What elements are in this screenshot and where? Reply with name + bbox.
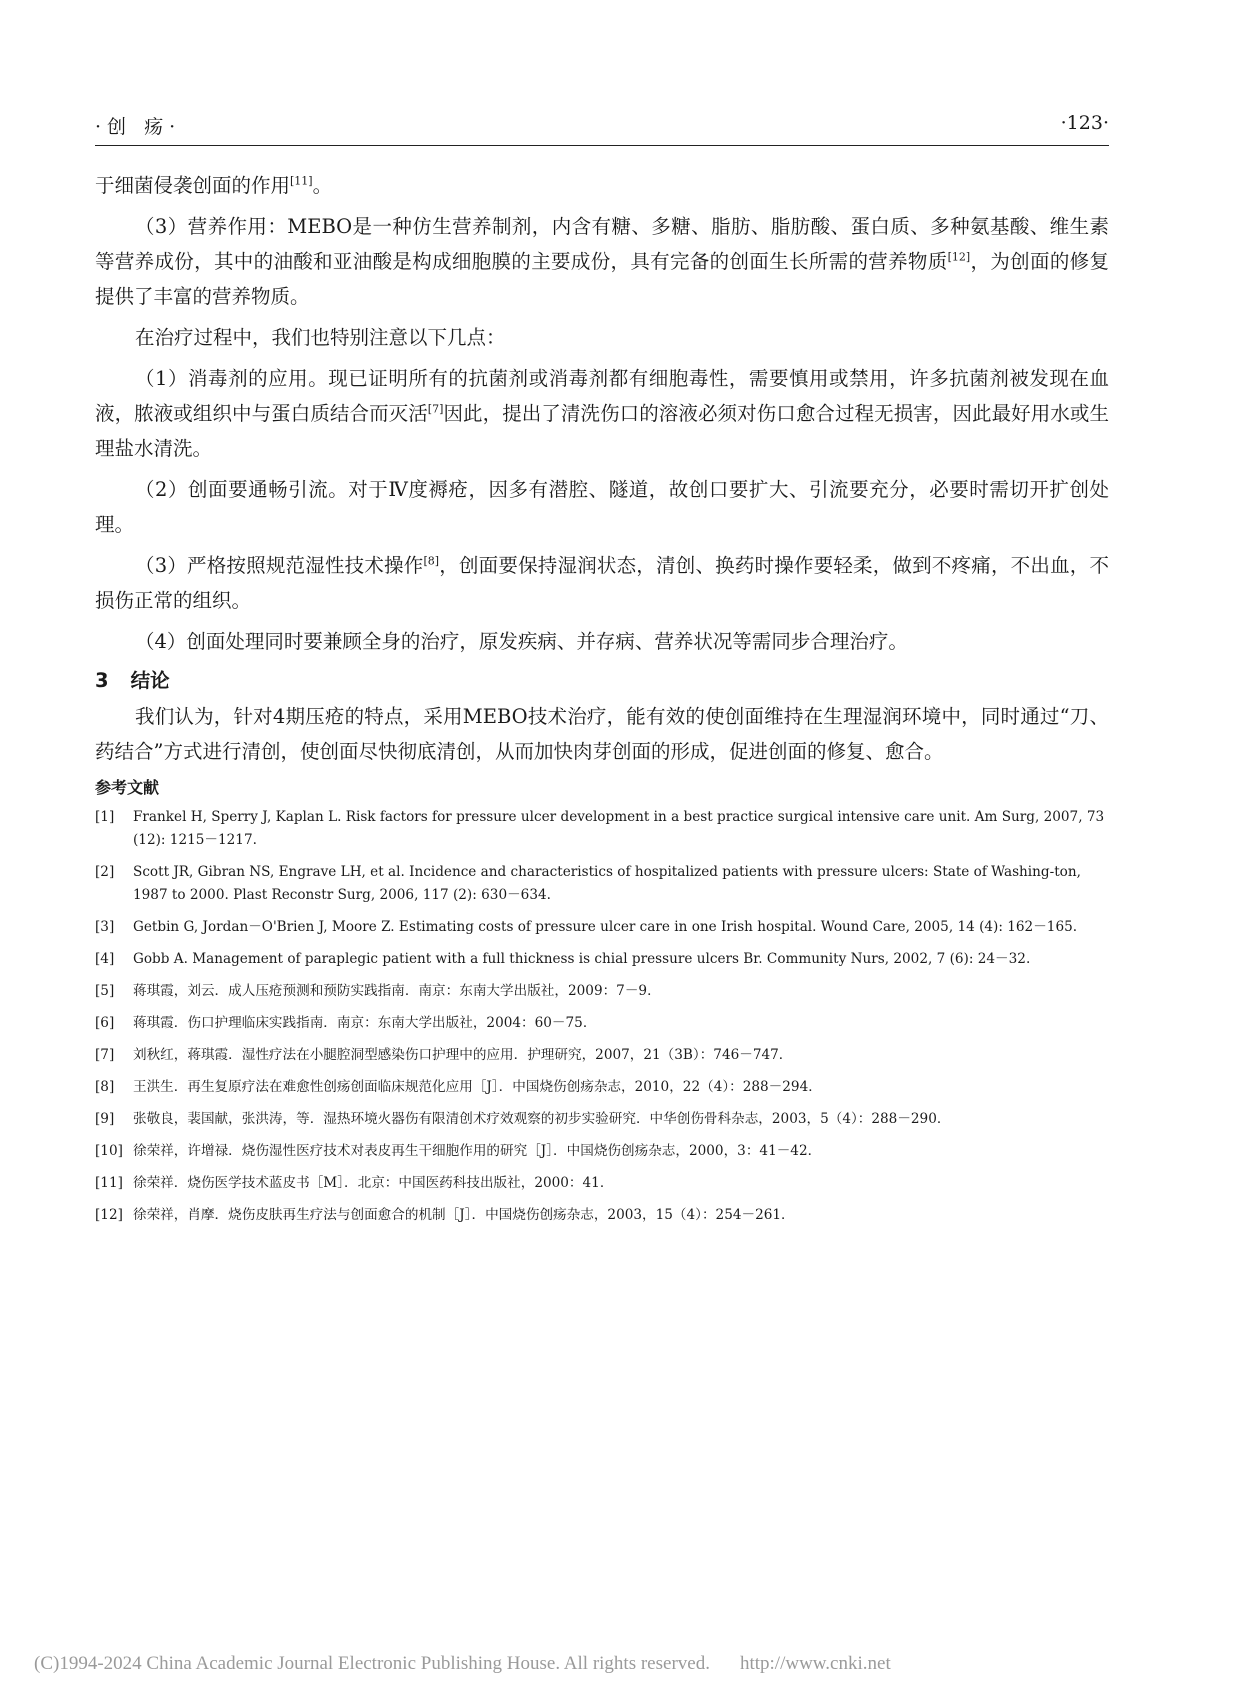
reference-item: [1] Frankel H, Sperry J, Kaplan L. Risk factors for pressure ulcer development in a best practice surgical intensive care unit. Am Surg, 2007, 73 (12): 1215－1217. bbox=[95, 809, 1105, 848]
references-heading: 参考文献 bbox=[95, 778, 160, 797]
reference-item: [12] 徐荣祥，肖摩．烧伤皮肤再生疗法与创面愈合的机制［J］．中国烧伤创疡杂志，2003，15（4）：254－261． bbox=[95, 1207, 795, 1223]
paragraph-continued: 于细菌侵袭创面的作用[11]。 bbox=[95, 174, 333, 197]
paragraph-drainage: （2）创面要通畅引流。对于Ⅳ度褥疮，因多有潜腔、隧道，故创口要扩大、引流要充分，必要时需切开扩创处理。 bbox=[95, 478, 1109, 536]
paragraph-systemic: （4）创面处理同时要兼顾全身的治疗，原发疾病、并存病、营养状况等需同步合理治疗。 bbox=[135, 630, 908, 653]
reference-item: [10] 徐荣祥，许增禄．烧伤湿性医疗技术对表皮再生干细胞作用的研究［J］．中国烧伤创疡杂志，2000，3：41－42． bbox=[95, 1143, 822, 1159]
reference-item: [11] 徐荣祥．烧伤医学技术蓝皮书［M］．北京：中国医药科技出版社，2000：41． bbox=[95, 1175, 614, 1191]
paragraph-nutrition: （3）营养作用：MEBO是一种仿生营养制剂，内含有糖、多糖、脂肪、脂肪酸、蛋白质、多种氨基酸、维生素等营养成份，其中的油酸和亚油酸是构成细胞膜的主要成份，具有完备的创面生长所需的营养物质[12]，为创面的修复提供了丰富的营养物质。 bbox=[95, 215, 1109, 308]
running-header bbox=[95, 112, 1109, 142]
citation: [12] bbox=[947, 250, 971, 264]
copyright-text: (C)1994-2024 China Academic Journal Electronic Publishing House. All rights reserved. bbox=[34, 1653, 710, 1674]
section-title: ·创 疡· bbox=[95, 116, 182, 138]
reference-item: [9] 张敬良，裴国献，张洪涛，等．湿热环境火器伤有限清创术疗效观察的初步实验研究．中华创伤骨科杂志，2003，5（4）：288－290． bbox=[95, 1111, 951, 1127]
reference-item: [8] 王洪生．再生复原疗法在难愈性创疡创面临床规范化应用［J］．中国烧伤创疡杂志，2010，22（4）：288－294． bbox=[95, 1079, 822, 1095]
reference-item: [3] Getbin G, Jordan－O'Brien J, Moore Z. Estimating costs of pressure ulcer care in one Irish hospital. Wound Care, 2005, 14 (4): 162－165. bbox=[95, 919, 1078, 935]
reference-item: [2] Scott JR, Gibran NS, Engrave LH, et al. Incidence and characteristics of hospitalized patients with pressure ulcers: State of Washing-ton, 1987 to 2000. Plast Reconstr Surg, 2006, 117 (2): 630－634. bbox=[95, 864, 1081, 903]
page-number: ·123· bbox=[1060, 112, 1109, 134]
copyright-footer bbox=[34, 1653, 891, 1675]
citation: [8] bbox=[423, 554, 440, 568]
reference-item: [4] Gobb A. Management of paraplegic patient with a full thickness is chial pressure ulcers Br. Community Nurs, 2002, 7 (6): 24－32. bbox=[95, 951, 1031, 967]
citation: [7] bbox=[427, 402, 444, 416]
reference-item: [7] 刘秋红，蒋琪霞．湿性疗法在小腿腔洞型感染伤口护理中的应用．护理研究，2007，21（3B）：746－747． bbox=[95, 1047, 793, 1063]
article-body bbox=[95, 168, 1109, 1236]
reference-item: [6] 蒋琪霞．伤口护理临床实践指南．南京：东南大学出版社，2004：60－75． bbox=[95, 1015, 597, 1031]
cnki-url: http://www.cnki.net bbox=[739, 1653, 891, 1674]
citation: [11] bbox=[290, 174, 313, 188]
header-rule bbox=[95, 145, 1109, 146]
reference-item: [5] 蒋琪霞，刘云．成人压疮预测和预防实践指南．南京：东南大学出版社，2009：7－9． bbox=[95, 983, 661, 999]
section-heading-conclusion: 3 结论 bbox=[95, 669, 170, 692]
reference-list bbox=[95, 806, 1109, 1227]
paragraph-moist-technique: （3）严格按照规范湿性技术操作[8]，创面要保持湿润状态，清创、换药时操作要轻柔，做到不疼痛，不出血，不损伤正常的组织。 bbox=[95, 554, 1109, 612]
paragraph-disinfectant: （1）消毒剂的应用。现已证明所有的抗菌剂或消毒剂都有细胞毒性，需要慎用或禁用，许多抗菌剂被发现在血液，脓液或组织中与蛋白质结合而灭活[7]因此，提出了清洗伤口的溶液必须对伤口愈合过程无损害，因此最好用水或生理盐水清洗。 bbox=[95, 367, 1109, 460]
paragraph-conclusion: 我们认为，针对4期压疮的特点，采用MEBO技术治疗，能有效的使创面维持在生理湿润环境中，同时通过“刀、药结合”方式进行清创，使创面尽快彻底清创，从而加快肉芽创面的形成，促进创面的修复、愈合。 bbox=[95, 705, 1109, 763]
paragraph-notes-intro: 在治疗过程中，我们也特别注意以下几点： bbox=[135, 326, 506, 349]
